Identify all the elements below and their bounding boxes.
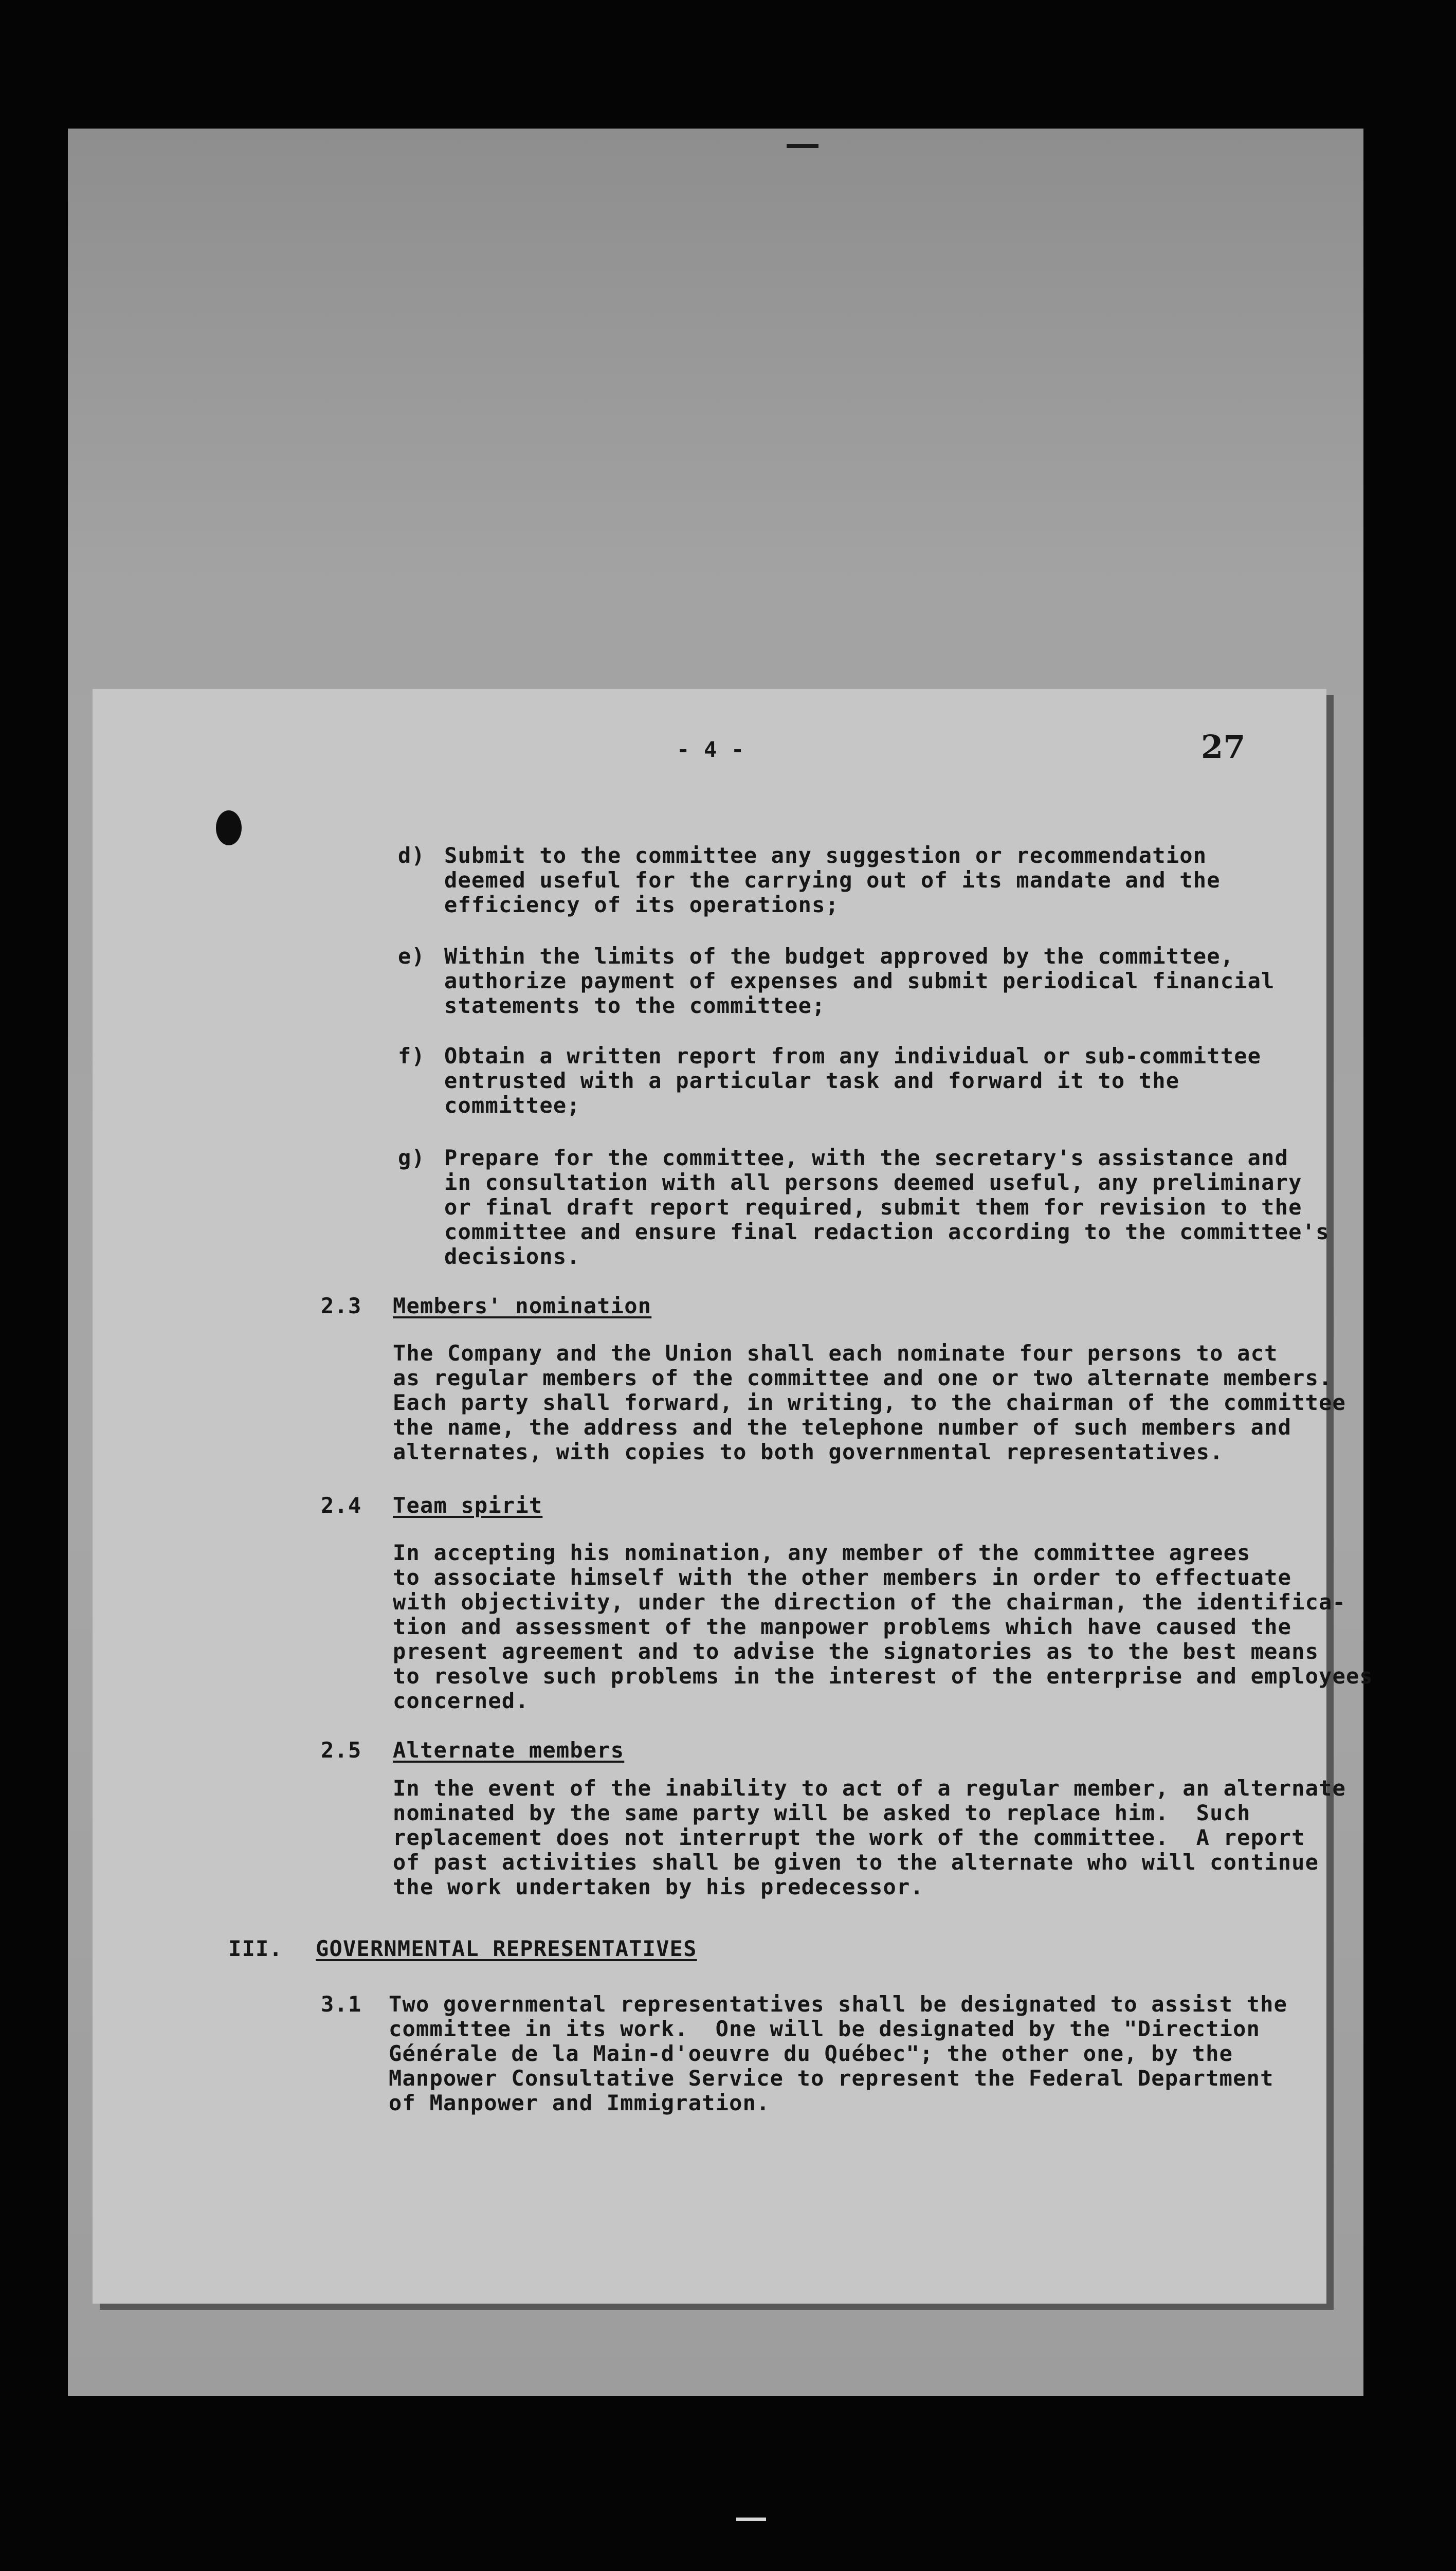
paragraph-line: concerned.: [393, 1688, 529, 1713]
paragraph-line: of past activities shall be given to the alternate who will continue: [393, 1850, 1319, 1875]
sheet-edge-mark: [787, 144, 818, 148]
item-d-line: deemed useful for the carrying out of its mandate and the: [444, 867, 1221, 893]
paragraph-line: to associate himself with the other members in order to effectuate: [393, 1565, 1292, 1590]
section-numeral: III.: [228, 1936, 283, 1961]
item-e-line: authorize payment of expenses and submit periodical financial: [444, 968, 1275, 993]
paragraph-line: present agreement and to advise the signatories as to the best means: [393, 1639, 1319, 1664]
paragraph-line: Générale de la Main-d'oeuvre du Québec"; the other one, by the: [389, 2041, 1233, 2066]
item-g-line: committee and ensure final redaction according to the committee's: [444, 1219, 1330, 1244]
item-g-line: Prepare for the committee, with the secretary's assistance and: [444, 1145, 1289, 1170]
item-d-line: Submit to the committee any suggestion or recommendation: [444, 843, 1207, 868]
item-g-line: in consultation with all persons deemed useful, any preliminary: [444, 1170, 1302, 1195]
item-f-label: f): [398, 1043, 425, 1069]
paragraph-line: tion and assessment of the manpower problems which have caused the: [393, 1614, 1292, 1639]
item-e-line: statements to the committee;: [444, 993, 826, 1018]
paragraph-line: committee in its work. One will be designated by the "Direction: [389, 2016, 1261, 2041]
paragraph-line: Each party shall forward, in writing, to the chairman of the committee: [393, 1390, 1346, 1415]
item-f-line: entrusted with a particular task and forward it to the: [444, 1068, 1180, 1093]
film-frame-mark: [736, 2518, 766, 2521]
section-number: 2.4: [321, 1493, 362, 1518]
paragraph-line: with objectivity, under the direction of the chairman, the identifica-: [393, 1589, 1346, 1615]
item-g-line: or final draft report required, submit them for revision to the: [444, 1194, 1302, 1220]
item-f-line: committee;: [444, 1093, 580, 1118]
paragraph-line: the name, the address and the telephone number of such members and: [393, 1415, 1292, 1440]
section-heading: Alternate members: [393, 1737, 625, 1763]
section-heading: Team spirit: [393, 1493, 543, 1518]
paragraph-line: Manpower Consultative Service to represent the Federal Department: [389, 2066, 1274, 2091]
paragraph-line: the work undertaken by his predecessor.: [393, 1874, 924, 1899]
paragraph-line: of Manpower and Immigration.: [389, 2090, 770, 2115]
section-number: 3.1: [321, 1991, 362, 2017]
item-d-line: efficiency of its operations;: [444, 892, 840, 917]
item-d-label: d): [398, 843, 425, 868]
paragraph-line: In accepting his nomination, any member of the committee agrees: [393, 1540, 1251, 1565]
paragraph-line: nominated by the same party will be asked to replace him. Such: [393, 1800, 1251, 1825]
item-e-label: e): [398, 944, 425, 969]
item-g-label: g): [398, 1145, 425, 1170]
punch-hole: [216, 810, 242, 845]
section-heading-governmental: GOVERNMENTAL REPRESENTATIVES: [316, 1936, 697, 1961]
section-number: 2.3: [321, 1293, 362, 1318]
paragraph-line: Two governmental representatives shall be designated to assist the: [389, 1991, 1288, 2017]
paragraph-line: The Company and the Union shall each nominate four persons to act: [393, 1341, 1278, 1366]
paragraph-line: In the event of the inability to act of a regular member, an alternate: [393, 1776, 1346, 1801]
paragraph-line: alternates, with copies to both governmental representatives.: [393, 1439, 1224, 1464]
paragraph-line: to resolve such problems in the interest of the enterprise and employees: [393, 1663, 1374, 1689]
section-heading: Members' nomination: [393, 1293, 652, 1318]
document-page: [93, 689, 1374, 2304]
paragraph-line: replacement does not interrupt the work of the committee. A report: [393, 1825, 1305, 1850]
paragraph-line: as regular members of the committee and one or two alternate members.: [393, 1365, 1333, 1390]
item-f-line: Obtain a written report from any individual or sub-committee: [444, 1043, 1262, 1069]
section-number: 2.5: [321, 1737, 362, 1763]
page-number: 27: [1201, 728, 1246, 766]
item-e-line: Within the limits of the budget approved by the committee,: [444, 944, 1234, 969]
item-g-line: decisions.: [444, 1244, 580, 1269]
page-header: - 4 -: [677, 737, 745, 762]
